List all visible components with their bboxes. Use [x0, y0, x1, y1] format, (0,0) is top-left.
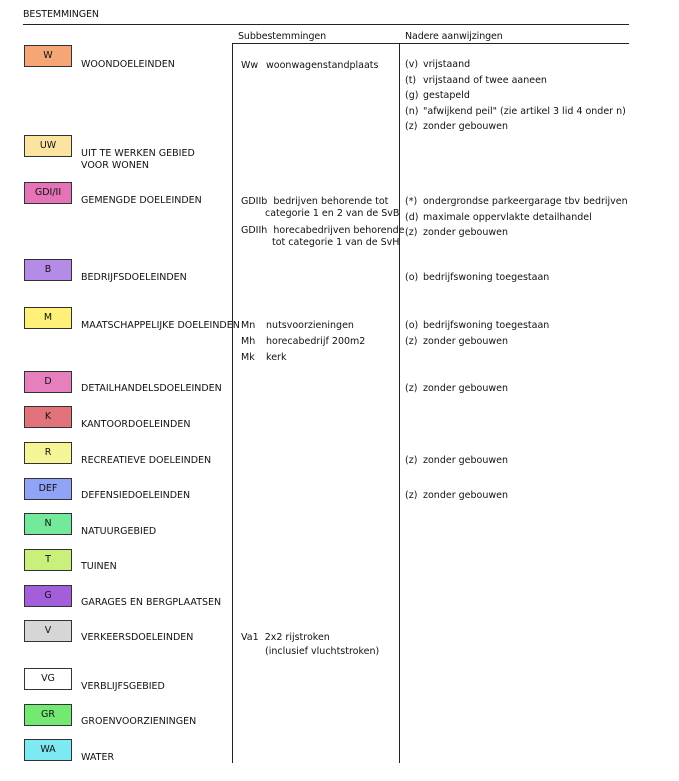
sub-code: GDIIb: [241, 196, 268, 207]
swatch-t: T: [24, 549, 72, 571]
nadere-item: (*) ondergrondse parkeergarage tbv bedrijven: [405, 196, 628, 207]
swatch-uw: UW: [24, 135, 72, 157]
swatch-gd: GDI/II: [24, 182, 72, 204]
sub-code: Va1: [241, 632, 259, 643]
sub-text: bedrijven behorende tot: [273, 196, 389, 207]
label-voor-wonen: VOOR WONEN: [81, 160, 149, 171]
sub-code: Mk: [241, 352, 255, 363]
sub-text: nutsvoorzieningen: [266, 320, 354, 331]
sub-ww: [241, 60, 378, 72]
sub-gd2-line2: tot categorie 1 van de SvH: [272, 237, 400, 248]
swatch-g: G: [24, 585, 72, 607]
sub-gd1-line2: categorie 1 en 2 van de SvB: [265, 208, 400, 219]
sub-text: kerk: [266, 352, 287, 363]
swatch-d: D: [24, 371, 72, 393]
sub-va1: [241, 632, 330, 644]
label-tuinen: TUINEN: [81, 561, 117, 572]
sub-mk: [241, 352, 286, 364]
label-kantoordoeleinden: KANTOORDOELEINDEN: [81, 419, 191, 430]
nadere-m: [405, 318, 549, 349]
page-title: BESTEMMINGEN: [23, 9, 99, 20]
nadere-item: (o) bedrijfswoning toegestaan: [405, 272, 550, 283]
title-underline: [23, 24, 629, 25]
nadere-item: (n) "afwijkend peil" (zie artikel 3 lid 4 onder n): [405, 105, 626, 117]
nadere-item: (o) bedrijfswoning toegestaan: [405, 320, 550, 331]
swatch-wa: WA: [24, 739, 72, 761]
sub-text: 2x2 rijstroken: [264, 632, 330, 643]
swatch-v: V: [24, 620, 72, 642]
swatch-def: DEF: [24, 478, 72, 500]
sub-code: Ww: [241, 60, 259, 71]
nadere-item: (z) zonder gebouwen: [405, 121, 508, 132]
nadere-item: (z) zonder gebouwen: [405, 455, 508, 466]
label-garages-en-bergplaatsen: GARAGES EN BERGPLAATSEN: [81, 597, 222, 608]
sub-code: GDIIh: [241, 225, 268, 236]
swatch-b: B: [24, 259, 72, 281]
nadere-item: (g) gestapeld: [405, 90, 470, 101]
sub-code: Mh: [241, 336, 256, 347]
label-bedrijfsdoeleinden: BEDRIJFSDOELEINDEN: [81, 272, 187, 283]
label-natuurgebied: NATUURGEBIED: [81, 526, 157, 537]
label-detailhandelsdoeleinden: DETAILHANDELSDOELEINDEN: [81, 383, 222, 394]
label-groenvoorzieningen: GROENVOORZIENINGEN: [81, 716, 197, 727]
header-underline: [232, 43, 629, 44]
label-woondoeleinden: WOONDOELEINDEN: [81, 59, 175, 70]
sub-gd2: [241, 225, 405, 237]
header-subbestemmingen: Subbestemmingen: [238, 31, 327, 42]
sub-mn: [241, 320, 354, 332]
sub-text: horecabedrijven behorende: [273, 225, 405, 236]
swatch-vg: VG: [24, 668, 72, 690]
nadere-item: (z) zonder gebouwen: [405, 227, 508, 238]
sub-text: woonwagenstandplaats: [266, 60, 379, 71]
label-gemengde-doeleinden: GEMENGDE DOELEINDEN: [81, 195, 202, 206]
label-recreatieve-doeleinden: RECREATIEVE DOELEINDEN: [81, 455, 212, 466]
nadere-def: [405, 488, 508, 504]
label-verkeersdoeleinden: VERKEERSDOELEINDEN: [81, 632, 194, 643]
label-maatschappelijke-doeleinden: MAATSCHAPPELIJKE DOELEINDEN: [81, 320, 240, 331]
swatch-w: W: [24, 45, 72, 67]
nadere-w: [405, 57, 626, 135]
header-nadere-aanwijzingen: Nadere aanwijzingen: [405, 31, 503, 42]
nadere-item: (d) maximale oppervlakte detailhandel: [405, 211, 592, 223]
label-water: WATER: [81, 752, 115, 763]
swatch-r: R: [24, 442, 72, 464]
nadere-d: [405, 381, 508, 397]
sub-mh: [241, 336, 365, 348]
swatch-n: N: [24, 513, 72, 535]
swatch-gr: GR: [24, 704, 72, 726]
nadere-item: (z) zonder gebouwen: [405, 335, 508, 347]
nadere-item: (v) vrijstaand: [405, 59, 471, 70]
sub-code: Mn: [241, 320, 256, 331]
sub-va1-line2: (inclusief vluchtstroken): [265, 646, 380, 657]
swatch-k: K: [24, 406, 72, 428]
column-divider-1: [232, 43, 233, 763]
label-uit-te-werken: UIT TE WERKEN GEBIED: [81, 148, 195, 159]
nadere-item: (z) zonder gebouwen: [405, 383, 508, 394]
nadere-gd: [405, 194, 628, 241]
nadere-b: [405, 270, 549, 286]
nadere-item: (z) zonder gebouwen: [405, 490, 508, 501]
label-verblijfsgebied: VERBLIJFSGEBIED: [81, 681, 165, 692]
column-divider-2: [399, 43, 400, 763]
swatch-m: M: [24, 307, 72, 329]
sub-gd1: [241, 196, 388, 208]
sub-text: horecabedrijf 200m2: [266, 336, 366, 347]
nadere-item: (t) vrijstaand of twee aaneen: [405, 74, 547, 86]
nadere-r: [405, 453, 508, 469]
label-defensiedoeleinden: DEFENSIEDOELEINDEN: [81, 490, 191, 501]
